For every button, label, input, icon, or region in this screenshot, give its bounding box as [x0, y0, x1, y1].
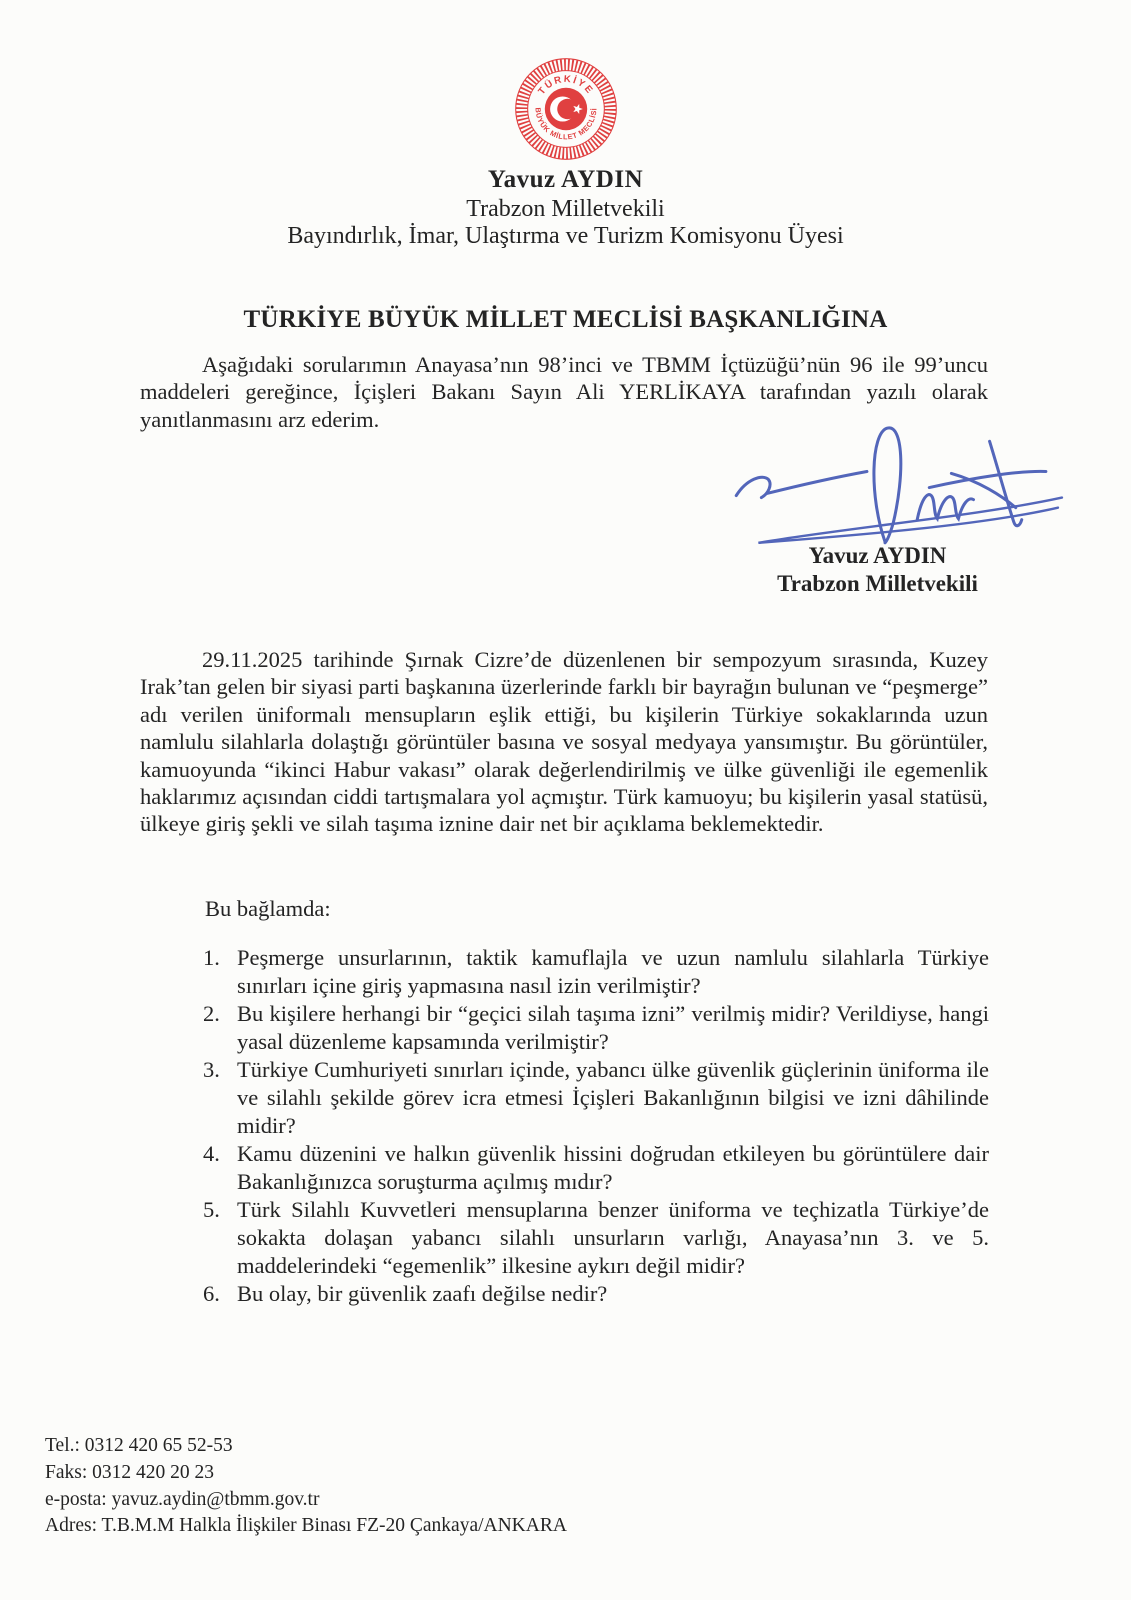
footer-email: e-posta: yavuz.aydin@tbmm.gov.tr: [45, 1488, 320, 1510]
question-number: 1.: [203, 945, 220, 970]
intro-paragraph: Aşağıdaki sorularımın Anayasa’nın 98’inci ve TBMM İçtüzüğü’nün 96 ile 99’uncu maddeleri gereğince, İçişleri Bakanı Sayın Ali YERLİKAYA tarafından yazılı olarak yanıtlanmasını arz ederim.: [140, 352, 988, 432]
contact-footer: [45, 1433, 567, 1540]
question-text: Bu olay, bir güvenlik zaafı değilse nedir?: [237, 1281, 608, 1307]
question-text: Türk Silahlı Kuvvetleri mensuplarına benzer üniforma ve teçhizatla Türkiye’de sokakta dolaşan yabancı silahlı unsurların varlığı, Anayasa’nın 3. ve 5. maddelerindeki “egemenlik” ilkesine aykırı değil midir?: [237, 1197, 989, 1278]
question-number: 4.: [203, 1141, 220, 1167]
question-number: 6.: [203, 1281, 220, 1307]
mp-role: Trabzon Milletvekili: [466, 196, 665, 222]
footer-fax: Faks: 0312 420 20 23: [45, 1461, 215, 1483]
question-text: Türkiye Cumhuriyeti sınırları içinde, yabancı ülke güvenlik güçlerinin üniforma ile ve silahlı şekilde görev icra etmesi İçişleri Bakanlığının bilgisi ve izni dâhilinde midir?: [237, 1057, 989, 1138]
question-item: [203, 1056, 989, 1139]
question-number: 3.: [203, 1057, 220, 1083]
signature-block: [705, 542, 1050, 598]
question-text: Peşmerge unsurlarının, taktik kamuflajla ve uzun namlulu silahlarla Türkiye sınırları içine giriş yapmasına nasıl izin verilmiştir?: [237, 945, 989, 998]
tbmm-seal-icon: [513, 56, 619, 167]
context-label: Bu bağlamda:: [205, 896, 331, 921]
question-number: 2.: [203, 1001, 220, 1027]
signature-ink-image: [688, 410, 1070, 548]
mp-commission: Bayındırlık, İmar, Ulaştırma ve Turizm Komisyonu Üyesi: [287, 223, 844, 249]
signature-role: Trabzon Milletvekili: [777, 571, 978, 596]
questions-list: [203, 944, 989, 1309]
letter-addressee: TÜRKİYE BÜYÜK MİLLET MECLİSİ BAŞKANLIĞINA: [243, 306, 888, 333]
mp-name: Yavuz AYDIN: [487, 166, 644, 193]
question-item: [203, 944, 989, 999]
footer-tel: Tel.: 0312 420 65 52-53: [45, 1435, 233, 1456]
svg-text:BÜYÜK MİLLET MECLİSİ: BÜYÜK MİLLET MECLİSİ: [533, 107, 598, 142]
question-item: [203, 1000, 989, 1055]
footer-address: Adres: T.B.M.M Halkla İlişkiler Binası FZ-20 Çankaya/ANKARA: [45, 1515, 567, 1537]
question-item: [203, 1140, 989, 1195]
question-text: Kamu düzenini ve halkın güvenlik hissini doğrudan etkileyen bu görüntülere dair Bakanlığınızca soruşturma açılmış mıdır?: [237, 1141, 989, 1194]
question-number: 5.: [203, 1197, 220, 1223]
question-text: Bu kişilere herhangi bir “geçici silah taşıma izni” verilmiş midir? Verildiyse, hangi yasal düzenleme kapsamında verilmiştir?: [237, 1001, 989, 1054]
signature-name: Yavuz AYDIN: [808, 543, 947, 568]
body-paragraph: 29.11.2025 tarihinde Şırnak Cizre’de düzenlenen bir sempozyum sırasında, Kuzey Irak’tan gelen bir siyasi parti başkanına üzerlerinde farklı bir bayrağın bulunan ve “peşmerge” adı verilen üniformalı mensupların eşlik ettiği, bu kişilerin Türkiye sokaklarında uzun namlulu silahlarla dolaştığı görüntüler basına ve sosyal medyaya yansımıştır. Bu görüntüler, kamuoyunda “ikinci Habur vakası” olarak değerlendirilmiş ve ülke güvenliği ile egemenlik haklarımız açısından ciddi tartışmalara yol açmıştır. Türk kamuoyu; bu kişilerin yasal statüsü, ülkeye giriş şekli ve silah taşıma iznine dair net bir açıklama beklemektedir.: [140, 647, 988, 837]
question-item: [203, 1280, 989, 1308]
svg-text:TÜRKİYE: TÜRKİYE: [535, 73, 596, 97]
question-item: [203, 1196, 989, 1279]
